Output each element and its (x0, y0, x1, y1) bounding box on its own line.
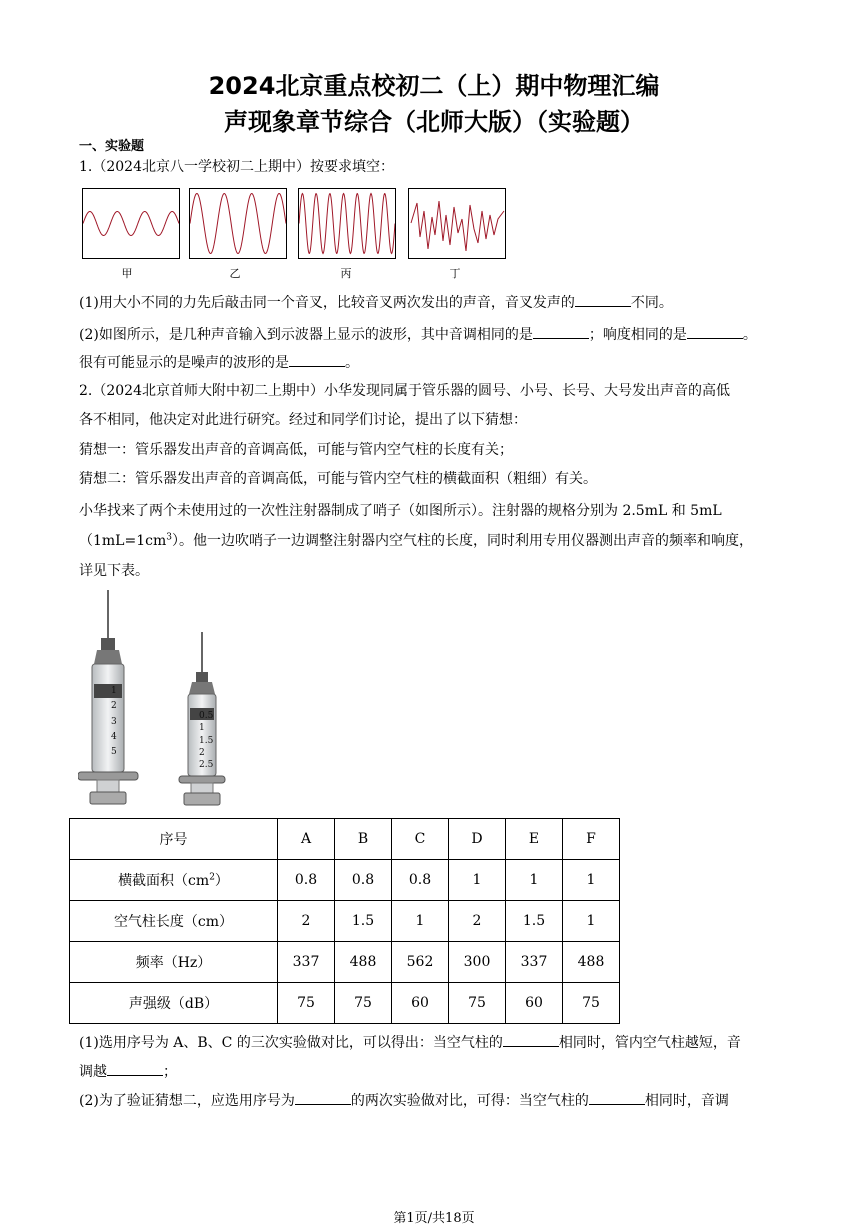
q1-part2-text-a: (2)如图所示，是几种声音输入到示波器上显示的波形，其中音调相同的是 (79, 327, 533, 343)
syringe-5ml-mark: 4 (111, 732, 117, 742)
table-cell: 75 (335, 983, 392, 1024)
answer-blank[interactable] (503, 1034, 559, 1047)
row-label-end: ） (214, 873, 229, 889)
table-column-header: D (449, 819, 506, 860)
row-label-text: 横截面积（cm (118, 873, 210, 889)
q2-answer-1-b: 相同时，管内空气柱越短，音 (558, 1035, 741, 1051)
table-row (70, 901, 620, 942)
table-column-header: F (563, 819, 620, 860)
q2-answer-1-a: (1)选用序号为 A、B、C 的三次实验做对比，可以得出：当空气柱的 (79, 1035, 503, 1051)
table-column-header: B (335, 819, 392, 860)
table-cell: 1 (449, 860, 506, 901)
syringe-2-5ml-mark: 1.5 (199, 736, 214, 746)
q2-desc-2 (79, 530, 753, 550)
waveform-jia-graph (83, 189, 179, 258)
syringe-5ml (78, 590, 138, 804)
row-label-text: 声强级（dB） (128, 996, 219, 1012)
table-cell: 75 (278, 983, 335, 1024)
row-label-text: 频率（Hz） (135, 955, 212, 971)
q1-part3-text-a: 很有可能显示的是噪声的波形的是 (79, 355, 289, 371)
table-cell: 1 (563, 901, 620, 942)
q2-answer-2-c: 相同时，音调 (644, 1093, 729, 1109)
table-cell: 1 (392, 901, 449, 942)
table-cell: 1.5 (506, 901, 563, 942)
table-cell: 337 (278, 942, 335, 983)
answer-blank[interactable] (589, 1092, 645, 1105)
q2-answer-1-d: ； (163, 1064, 177, 1080)
q1-part2-text-b: ；响度相同的是 (588, 327, 687, 343)
answer-blank[interactable] (533, 326, 589, 339)
table-cell: 60 (506, 983, 563, 1024)
title-line-1: 2024北京重点校初二（上）期中物理汇编 (208, 72, 660, 100)
answer-blank[interactable] (289, 354, 345, 367)
row-label-sup: 2 (209, 872, 215, 883)
row-label-text: 空气柱长度（cm） (113, 914, 234, 930)
answer-blank[interactable] (575, 294, 631, 307)
table-row-label (70, 860, 278, 901)
syringe-illustration (78, 588, 238, 810)
syringe-2-5ml-mark: 2 (199, 748, 205, 758)
syringe-5ml-mark: 3 (111, 717, 117, 727)
answer-blank[interactable] (687, 326, 743, 339)
table-cell: 2 (278, 901, 335, 942)
q1-stem: 1.（2024北京八一学校初二上期中）按要求填空： (79, 159, 394, 175)
q1-part1-text-b: 不同。 (630, 295, 673, 311)
q1-part2 (79, 324, 757, 344)
page-footer: 第1页/共18页 (393, 1211, 475, 1226)
table-cell: 562 (392, 942, 449, 983)
table-cell: 75 (449, 983, 506, 1024)
wave-label-ding: 丁 (449, 267, 461, 280)
syringe-2-5ml-mark: 0.5 (199, 711, 214, 721)
table-cell: 0.8 (278, 860, 335, 901)
table-column-header: C (392, 819, 449, 860)
wave-label-bing: 丙 (340, 267, 352, 280)
answer-blank[interactable] (295, 1092, 351, 1105)
q1-part3 (79, 352, 359, 372)
section-heading: 一、实验题 (79, 139, 145, 154)
table-cell: 2 (449, 901, 506, 942)
table-row (70, 860, 620, 901)
table-cell: 60 (392, 983, 449, 1024)
table-row-label (70, 942, 278, 983)
q2-answer-1 (79, 1032, 741, 1052)
q2-answer-1-c: 调越 (79, 1064, 107, 1080)
q2-stem-2: 各不相同，他决定对此进行研究。经过和同学们讨论，提出了以下猜想： (79, 412, 527, 428)
q2-guess-1: 猜想一：管乐器发出声音的音调高低，可能与管内空气柱的长度有关； (79, 442, 513, 458)
q2-desc-2-a: （1mL=1cm (79, 533, 167, 549)
table-row (70, 942, 620, 983)
table-cell: 337 (506, 942, 563, 983)
table-column-header: E (506, 819, 563, 860)
table-cell: 488 (335, 942, 392, 983)
waveform-bing-graph (299, 189, 395, 258)
waveform-yi-graph (190, 189, 286, 258)
q2-answer-1-cont (79, 1061, 177, 1081)
table-cell: 75 (563, 983, 620, 1024)
q2-guess-2: 猜想二：管乐器发出声音的音调高低，可能与管内空气柱的横截面积（粗细）有关。 (79, 471, 597, 487)
wave-label-yi: 乙 (229, 267, 241, 280)
syringe-2-5ml-mark: 2.5 (199, 760, 214, 770)
q2-desc-3: 详见下表。 (79, 563, 149, 579)
table-cell: 1 (563, 860, 620, 901)
q1-part2-text-c: 。 (742, 327, 757, 343)
table-row-label (70, 983, 278, 1024)
waveform-ding (408, 188, 506, 259)
q2-desc-1: 小华找来了两个未使用过的一次性注射器制成了哨子（如图所示）。注射器的规格分别为 2.5mL 和 5mL (79, 503, 722, 519)
syringe-2-5ml-mark: 1 (199, 723, 205, 733)
wave-label-jia: 甲 (121, 267, 133, 280)
q1-part1-text-a: (1)用大小不同的力先后敲击同一个音叉，比较音叉两次发出的声音，音叉发声的 (79, 295, 575, 311)
q2-stem-1: 2.（2024北京首师大附中初二上期中）小华发现同属于管乐器的圆号、小号、长号、大号发出声音的高低 (79, 383, 730, 399)
table-header-row (70, 819, 620, 860)
q2-answer-2-a: (2)为了验证猜想二，应选用序号为 (79, 1093, 295, 1109)
table-cell: 0.8 (392, 860, 449, 901)
table-cell: 1.5 (335, 901, 392, 942)
q1-part3-text-b: 。 (345, 355, 359, 371)
q2-answer-2 (79, 1090, 729, 1110)
q2-desc-2-b: ）。他一边吹哨子一边调整注射器内空气柱的长度，同时利用专用仪器测出声音的频率和响度， (171, 533, 753, 549)
waveform-ding-graph (409, 189, 505, 258)
q1-part1 (79, 292, 673, 312)
waveform-bing (298, 188, 396, 259)
table-row (70, 983, 620, 1024)
table-cell: 300 (449, 942, 506, 983)
syringe-5ml-mark: 5 (111, 747, 117, 757)
table-column-header: A (278, 819, 335, 860)
experiment-table (69, 818, 620, 1024)
table-cell: 488 (563, 942, 620, 983)
table-header-label: 序号 (70, 819, 278, 860)
table-cell: 0.8 (335, 860, 392, 901)
q2-answer-2-b: 的两次实验做对比，可得：当空气柱的 (350, 1093, 589, 1109)
table-cell: 1 (506, 860, 563, 901)
waveform-jia (82, 188, 180, 259)
waveform-yi (189, 188, 287, 259)
syringe-2-5ml (179, 632, 225, 805)
answer-blank[interactable] (107, 1063, 163, 1076)
syringe-5ml-mark: 2 (111, 701, 117, 711)
syringe-5ml-mark: 1 (111, 686, 117, 696)
table-row-label (70, 901, 278, 942)
title-line-2: 声现象章节综合（北师大版）（实验题） (224, 108, 644, 136)
q2-desc-2-sup: 3 (166, 532, 172, 543)
